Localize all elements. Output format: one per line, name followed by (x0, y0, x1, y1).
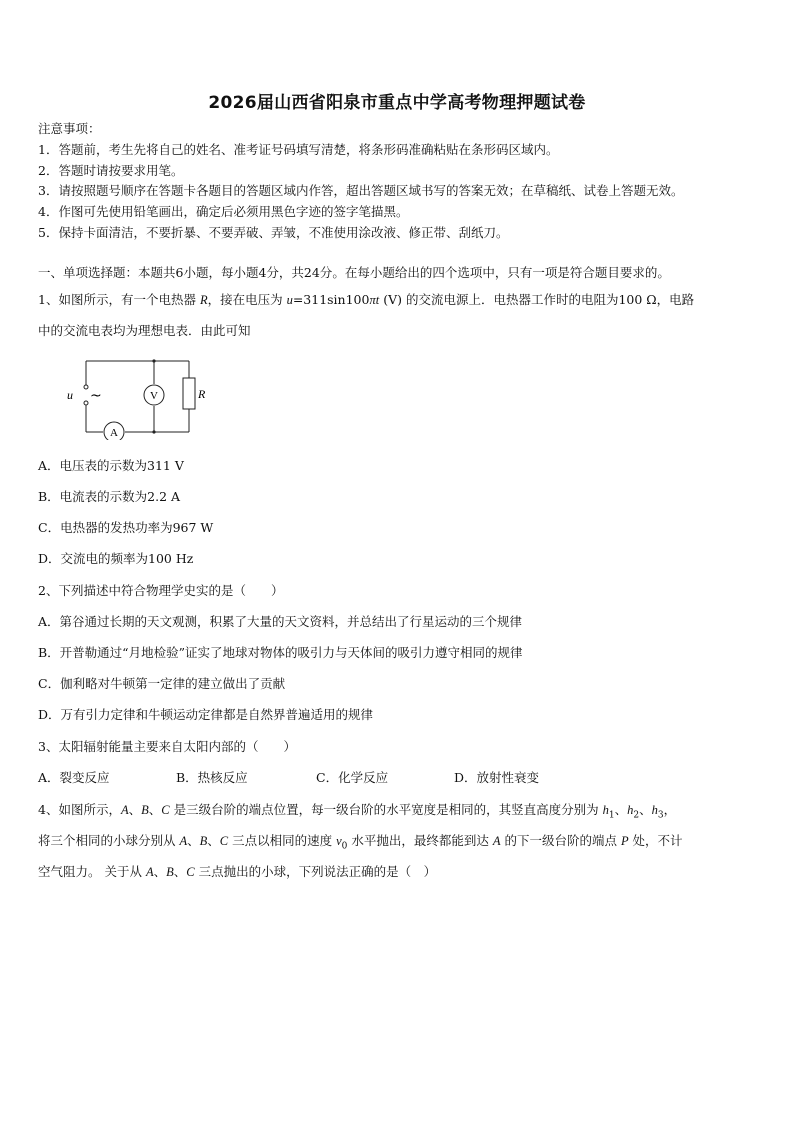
resistor-label: R (198, 387, 206, 401)
question-3-option-c: C．化学反应 (316, 770, 389, 785)
question-2-option-c: C．伽利略对牛顿第一定律的建立做出了贡献 (38, 676, 286, 691)
section-heading: 一、单项选择题：本题共6小题，每小题4分，共24分。在每小题给出的四个选项中，只有一项是符合题目要求的。 (38, 265, 670, 280)
question-2-stem: 2、下列描述中符合物理学史实的是（ ） (38, 583, 284, 598)
question-3-stem: 3、太阳辐射能量主要来自太阳内部的（ ） (38, 739, 296, 754)
question-4-stem-line-2: 将三个相同的小球分别从 A、B、C 三点以相同的速度 $v_0$ 水平抛出，最终都能到达 A 的下一级台阶的端点 P 处，不计 (38, 833, 683, 852)
question-2-option-a: A．第谷通过长期的天文观测，积累了大量的天文资料，并总结出了行星运动的三个规律 (38, 614, 523, 629)
question-1-option-d: D．交流电的频率为100 Hz (38, 551, 194, 566)
question-1-option-b: B．电流表的示数为2.2 A (38, 489, 181, 504)
page-title: 2026届山西省阳泉市重点中学高考物理押题试卷 (208, 93, 586, 113)
terminal-bottom (84, 401, 88, 405)
circuit-diagram (62, 355, 212, 440)
junction-bottom (152, 430, 155, 433)
source-label: u (67, 388, 73, 402)
question-1-stem-line-1: 1、如图所示，有一个电热器 R，接在电压为 u=311sin100πt (V) 的交流电源上．电热器工作时的电阻为100 Ω，电路 (38, 292, 695, 307)
ac-source-icon: ~ (90, 388, 102, 404)
question-3-option-d: D．放射性衰变 (454, 770, 540, 785)
question-1-option-c: C．电热器的发热功率为967 W (38, 520, 214, 535)
question-2-option-b: B．开普勒通过“月地检验”证实了地球对物体的吸引力与天体间的吸引力遵守相同的规律 (38, 645, 523, 660)
question-4-stem-line-1: 4、如图所示，A、B、C 是三级台阶的端点位置，每一级台阶的水平宽度是相同的，其竖直高度分别为 $h_1$、$h_2$、$h_3$， (38, 802, 677, 821)
question-4-stem-line-3: 空气阻力。 关于从 A、B、C 三点抛出的小球，下列说法正确的是（ ） (38, 864, 437, 879)
resistor-symbol (183, 378, 195, 409)
voltmeter-label: V (150, 390, 158, 402)
junction-top (152, 359, 155, 362)
notice-item-2: 2．答题时请按要求用笔。 (38, 163, 184, 178)
question-1-stem-line-2: 中的交流电表均为理想电表．由此可知 (38, 323, 251, 338)
question-3-option-b: B．热核反应 (176, 770, 248, 785)
ammeter-label: A (110, 427, 118, 439)
notice-heading: 注意事项： (38, 121, 101, 136)
question-3-option-a: A．裂变反应 (38, 770, 110, 785)
notice-item-4: 4．作图可先使用铅笔画出，确定后必须用黑色字迹的签字笔描黑。 (38, 204, 409, 219)
question-2-option-d: D．万有引力定律和牛顿运动定律都是自然界普遍适用的规律 (38, 707, 374, 722)
notice-item-3: 3．请按照题号顺序在答题卡各题目的答题区域内作答，超出答题区域书写的答案无效；在草稿纸、试卷上答题无效。 (38, 183, 684, 198)
question-1-option-a: A．电压表的示数为311 V (38, 458, 184, 473)
notice-item-1: 1．答题前，考生先将自己的姓名、准考证号码填写清楚，将条形码准确粘贴在条形码区域内。 (38, 142, 559, 157)
notice-item-5: 5．保持卡面清洁，不要折暴、不要弄破、弄皱，不准使用涂改液、修正带、刮纸刀。 (38, 225, 509, 240)
terminal-top (84, 385, 88, 389)
